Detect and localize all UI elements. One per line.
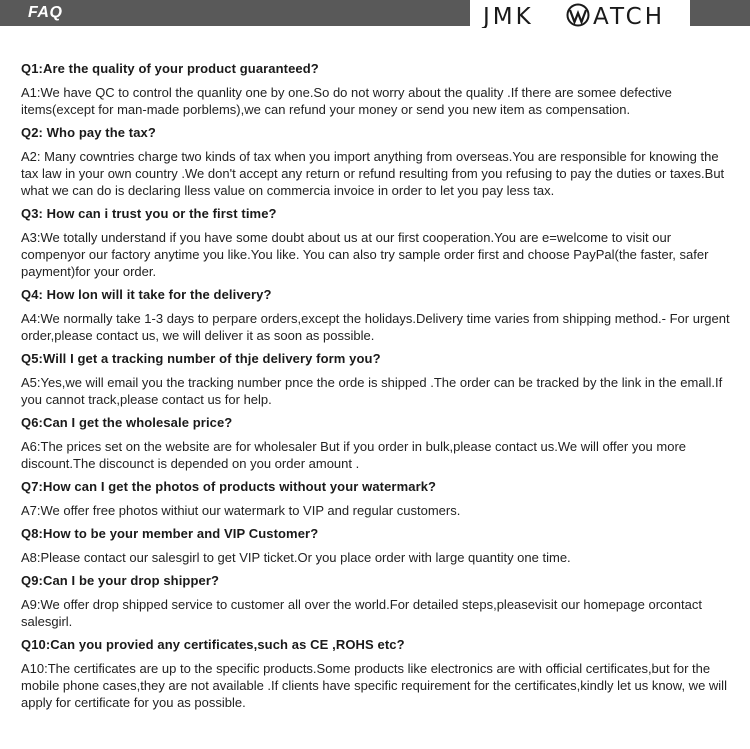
page-title: FAQ (28, 4, 63, 21)
faq-question-5: Q5:Will I get a tracking number of thje delivery form you? (21, 351, 381, 366)
faq-question-4: Q4: How lon will it take for the delivery? (21, 287, 272, 302)
faq-question-10: Q10:Can you provied any certificates,such as CE ,ROHS etc? (21, 637, 405, 652)
logo-text-prefix: JMK (483, 4, 534, 28)
logo-graphic (481, 2, 686, 28)
faq-answer-3: A3:We totally understand if you have some doubt about us at our first cooperation.You are e=welcome to visit our compenyor our factory anytime you like.You like. You can also try sample order first and choose PayPal(the faster, safer payment)for your order. (21, 230, 709, 279)
faq-answer-1: A1:We have QC to control the quanlity one by one.So do not worry about the quality .If there are somee defective items(except for man-made porblems),we can refund your money or send you new item as compensation. (21, 85, 672, 117)
header-bar-left (0, 0, 470, 26)
header-bar-right (690, 0, 750, 26)
faq-answer-2: A2: Many cowntries charge two kinds of tax when you import anything from overseas.You are responsible for knowing the tax law in your own country .We don't accept any return or refund resulting from you refusing to pay the duties or taxes.But what we can do is declaring lless value on commercia invoice in order to let you pay less tax. (21, 149, 725, 198)
brand-logo (481, 2, 686, 28)
faq-question-8: Q8:How to be your member and VIP Customer? (21, 526, 319, 541)
faq-question-7: Q7:How can I get the photos of products without your watermark? (21, 479, 437, 494)
faq-answer-5: A5:Yes,we will email you the tracking number pnce the orde is shipped .The order can be tracked by the link in the emall.If you cannot track,please contact us for help. (21, 375, 723, 407)
faq-answer-4: A4:We normally take 1-3 days to perpare orders,except the holidays.Delivery time varies from shipping method.- For urgent order,please contact us, we will deliver it as soon as possible. (21, 311, 730, 343)
faq-question-6: Q6:Can I get the wholesale price? (21, 415, 233, 430)
faq-answer-10: A10:The certificates are up to the specific products.Some products like electronics are with official certificates,but for the mobile phone cases,they are not available .If clients have specific requirement for the certificates,kindly let us know, we will apply for certificate for you as possible. (21, 661, 727, 710)
faq-question-2: Q2: Who pay the tax? (21, 125, 156, 140)
faq-answer-9: A9:We offer drop shipped service to customer all over the world.For detailed steps,pleasevisit our homepage orcontact salesgirl. (21, 597, 702, 629)
faq-answer-7: A7:We offer free photos withiut our watermark to VIP and regular customers. (21, 503, 461, 518)
faq-answer-8: A8:Please contact our salesgirl to get VIP ticket.Or you place order with large quantity one time. (21, 550, 571, 565)
faq-question-3: Q3: How can i trust you or the first time? (21, 206, 277, 221)
logo-text-suffix: ATCH (593, 4, 666, 28)
faq-question-9: Q9:Can I be your drop shipper? (21, 573, 220, 588)
faq-list (21, 61, 733, 718)
header-banner (0, 0, 750, 30)
watch-w-icon (568, 5, 589, 26)
faq-answer-6: A6:The prices set on the website are for wholesaler But if you order in bulk,please contact us.We will offer you more discount.The discounct is depended on you order amount . (21, 439, 687, 471)
faq-question-1: Q1:Are the quality of your product guaranteed? (21, 61, 319, 76)
